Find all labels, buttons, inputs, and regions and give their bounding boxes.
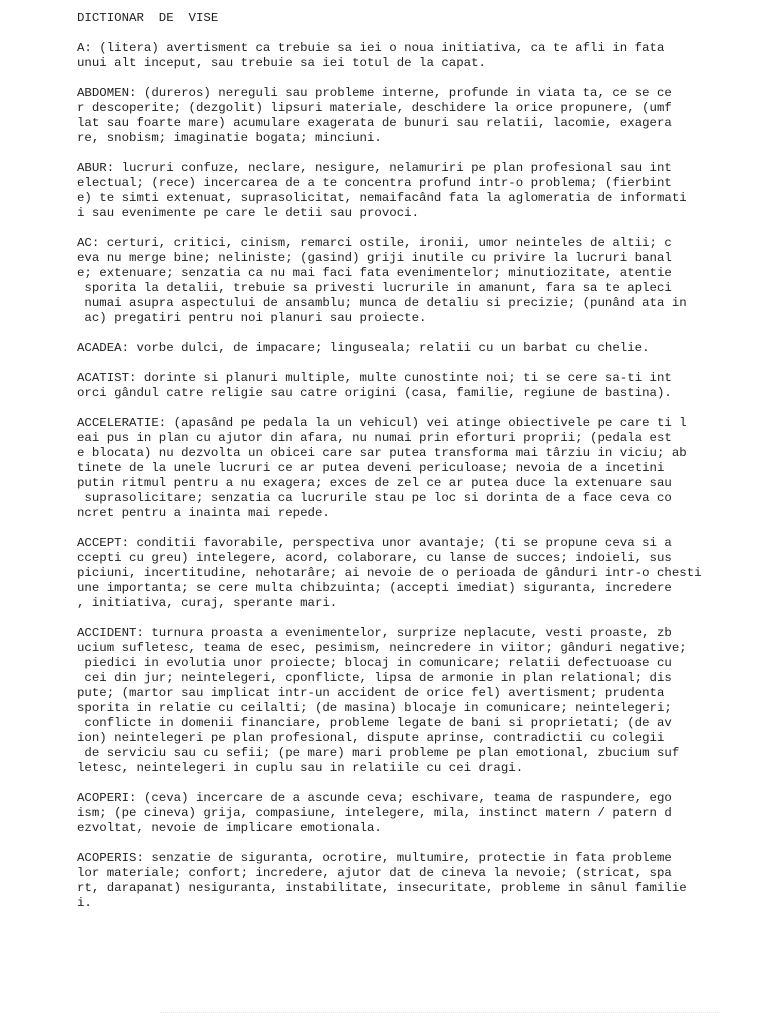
entry-text-line: une importanta; se cere multa chibzuinta; (accepti imediat) siguranta, incredere [77,581,672,595]
entry-text-line: , initiativa, curaj, sperante mari. [77,596,338,610]
entry-text-line: ABDOMEN: (dureros) nereguli sau probleme interne, profunde in viata ta, ce se ce [77,86,672,100]
dictionary-entry-abur [77,161,763,221]
entry-text-line: orci gândul catre religie sau catre origini (casa, familie, regiune de bastina). [77,386,672,400]
entry-text-line: rt, darapanat) nesiguranta, instabilitate, insecuritate, probleme in sânul familie [77,881,687,895]
entry-text-line: sporita in relatie cu ceilalti; (de masina) blocaje in comunicare; neintelegeri; [77,701,672,715]
entry-text-line: ism; (pe cineva) grija, compasiune, intelegere, mila, instinct matern / patern d [77,806,672,820]
entry-text-line: eva nu merge bine; neliniste; (gasind) griji inutile cu privire la lucruri banal [77,251,672,265]
entry-text-line: i. [77,896,92,910]
entry-text-line: sporita la detalii, trebuie sa privesti lucrurile in amanunt, fara sa te apleci [77,281,672,295]
entry-text-line: suprasolicitare; senzatia ca lucrurile stau pe loc si dorinta de a face ceva co [77,491,672,505]
entry-text-line: e) te simti extenuat, suprasolicitat, nemaifacând fata la aglomeratia de informati [77,191,687,205]
entry-text-line: ACCIDENT: turnura proasta a evenimentelor, surprize neplacute, vesti proaste, zb [77,626,672,640]
dictionary-entry-acoperi [77,791,763,836]
entry-text-line: e; extenuare; senzatia ca nu mai faci fata evenimentelor; minutiozitate, atentie [77,266,672,280]
entry-text-line: ccepti cu greu) intelegere, acord, colaborare, cu lanse de succes; indoieli, sus [77,551,672,565]
entry-text-line: putin ritmul pentru a nu exagera; exces de zel ce ar putea duce la extenuare sau [77,476,672,490]
dictionary-entry-accident [77,626,763,776]
document-title: DICTIONAR DE VISE [77,11,219,25]
dictionary-entry-acoperis [77,851,763,911]
entry-text-line: eai pus in plan cu ajutor din afara, nu numai prin eforturi proprii; (pedala est [77,431,672,445]
entry-text-line: r descoperite; (dezgolit) lipsuri materiale, deschidere la orice propunere, (umf [77,101,672,115]
entry-text-line: electual; (rece) incercarea de a te concentra profund intr-o problema; (fierbint [77,176,672,190]
dictionary-entry-accept [77,536,763,611]
entry-text-line: AC: certuri, critici, cinism, remarci ostile, ironii, umor neinteles de altii; c [77,236,672,250]
entry-text-line: lor materiale; confort; incredere, ajutor dat de cineva la nevoie; (stricat, spa [77,866,672,880]
entry-text-line: ac) pregatiri pentru noi planuri sau proiecte. [77,311,427,325]
document-page [77,11,763,926]
entry-text-line: A: (litera) avertisment ca trebuie sa iei o noua initiativa, ca te afli in fata [77,41,665,55]
dictionary-entry-acatist [77,371,763,401]
entry-text-line: letesc, neintelegeri in cuplu sau in relatiile cu cei dragi. [77,761,524,775]
entry-text-line: pute; (martor sau implicat intr-un accident de orice fel) avertisment; prudenta [77,686,665,700]
entry-text-line: ABUR: lucruri confuze, neclare, nesigure, nelamuriri pe plan profesional sau int [77,161,672,175]
partial-next-page-fragment [160,1012,720,1025]
entry-text-line: cei din jur; neintelegeri, cponflicte, lipsa de armonie in plan relational; dis [77,671,672,685]
entry-text-line: ACOPERIS: senzatie de siguranta, ocrotire, multumire, protectie in fata probleme [77,851,672,865]
entry-text-line: ACOPERI: (ceva) incercare de a ascunde ceva; eschivare, teama de raspundere, ego [77,791,672,805]
dictionary-entry-a [77,41,763,71]
entry-text-line: ion) neintelegeri pe plan profesional, dispute aprinse, contradictii cu colegii [77,731,665,745]
entry-text-line: piciuni, incertitudine, nehotarâre; ai nevoie de o perioada de gânduri intr-o chesti [77,566,702,580]
dictionary-entries [77,41,763,911]
entry-text-line: lat sau foarte mare) acumulare exagerata de bunuri sau relatii, lacomie, exagera [77,116,672,130]
entry-text-line: tinete de la unele lucruri ce ar putea deveni periculoase; nevoia de a incetini [77,461,665,475]
entry-text-line: de serviciu sau cu sefii; (pe mare) mari probleme pe plan emotional, zbucium suf [77,746,680,760]
entry-text-line: e blocata) nu dezvolta un obicei care sar putea transforma mai târziu in viciu; ab [77,446,687,460]
entry-text-line: ucium sufletesc, teama de esec, pesimism, neincredere in viitor; gânduri negative; [77,641,687,655]
entry-text-line: conflicte in domenii financiare, probleme legate de bani si proprietati; (de av [77,716,672,730]
dictionary-entry-acadea [77,341,763,356]
dictionary-entry-abdomen [77,86,763,146]
entry-text-line: ACADEA: vorbe dulci, de impacare; linguseala; relatii cu un barbat cu chelie. [77,341,650,355]
entry-text-line: piedici in evolutia unor proiecte; blocaj in comunicare; relatii defectuoase cu [77,656,672,670]
entry-text-line: unui alt inceput, sau trebuie sa iei totul de la capat. [77,56,486,70]
entry-text-line: re, snobism; imaginatie bogata; minciuni. [77,131,382,145]
entry-text-line: ACCEPT: conditii favorabile, perspectiva unor avantaje; (ti se propune ceva si a [77,536,672,550]
entry-text-line: ncret pentru a inainta mai repede. [77,506,330,520]
entry-text-line: i sau evenimente pe care le detii sau provoci. [77,206,420,220]
entry-text-line: numai asupra aspectului de ansamblu; munca de detaliu si precizie; (punând ata in [77,296,687,310]
entry-text-line: ACCELERATIE: (apasând pe pedala la un vehicul) vei atinge obiectivele pe care ti l [77,416,687,430]
entry-text-line: ezvoltat, nevoie de implicare emotionala. [77,821,382,835]
entry-text-line: ACATIST: dorinte si planuri multiple, multe cunostinte noi; ti se cere sa-ti int [77,371,672,385]
dictionary-entry-ac [77,236,763,326]
dictionary-entry-acceleratie [77,416,763,521]
